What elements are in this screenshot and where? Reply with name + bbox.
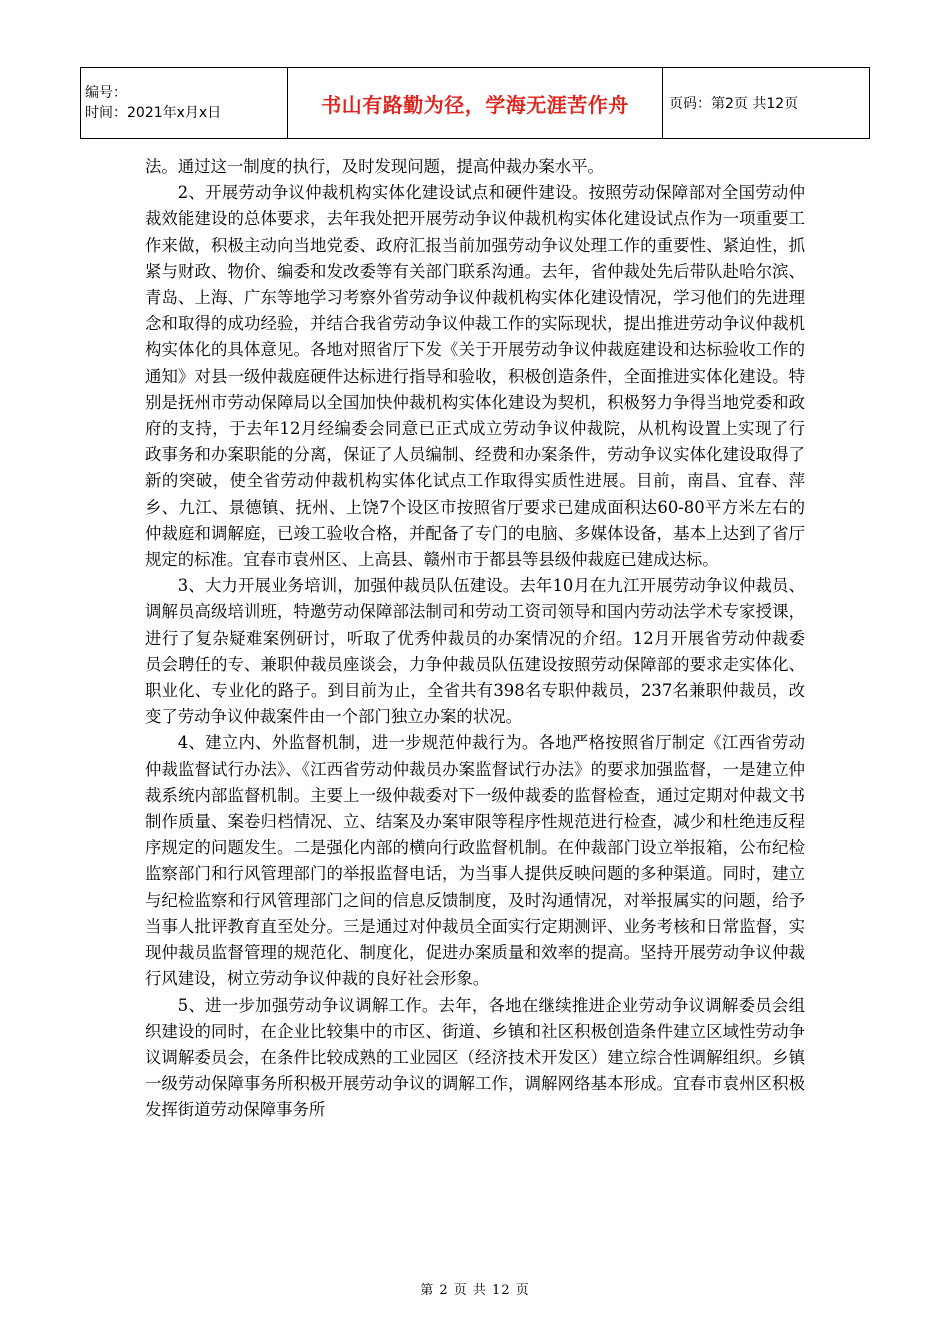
header-table [80,67,870,139]
page-footer: 第 2 页 共 12 页 [420,1283,530,1298]
header-motto: 书山有路勤为径，学海无涯苦作舟 [288,68,663,139]
paragraph-item-4: 4、建立内、外监督机制，进一步规范仲裁行为。各地严格按照省厅制定《江西省劳动仲裁监督试行办法》、《江西省劳动仲裁员办案监督试行办法》的要求加强监督，一是建立仲裁系统内部监督机制。主要上一级仲裁委对下一级仲裁委的监督检查，通过定期对仲裁文书制作质量、案卷归档情况、立、结案及办案审限等程序性规范进行检查，减少和杜绝违反程序规定的问题发生。二是强化内部的横向行政监督机制。在仲裁部门设立举报箱，公布纪检监察部门和行风管理部门的举报监督电话，为当事人提供反映问题的多种渠道。同时，建立与纪检监察和行风管理部门之间的信息反馈制度，及时沟通情况，对举报属实的问题，给予当事人批评教育直至处分。三是通过对仲裁员全面实行定期测评、业务考核和日常监督，实现仲裁员监督管理的规范化、制度化，促进办案质量和效率的提高。坚持开展劳动争议仲裁行风建设，树立劳动争议仲裁的良好社会形象。 [145,733,805,989]
paragraph-item-3: 3、大力开展业务培训，加强仲裁员队伍建设。去年10月在九江开展劳动争议仲裁员、调解员高级培训班，特邀劳动保障部法制司和劳动工资司领导和国内劳动法学术专家授课，进行了复杂疑难案例研讨，听取了优秀仲裁员的办案情况的介绍。12月开展省劳动仲裁委员会聘任的专、兼职仲裁员座谈会，力争仲裁员队伍建设按照劳动保障部的要求走实体化、职业化、专业化的路子。到目前为止，全省共有398名专职仲裁员，237名兼职仲裁员，改变了劳动争议仲裁案件由一个部门独立办案的状况。 [145,576,805,727]
paragraph-continuation: 法。通过这一制度的执行，及时发现问题，提高仲裁办案水平。 [145,157,604,176]
document-body [145,154,805,1124]
header-meta [81,68,288,139]
header-page-info: 页码：第2页 共12页 [663,68,870,139]
document-number-label: 编号： [85,85,127,101]
paragraph-item-5: 5、进一步加强劳动争议调解工作。去年，各地在继续推进企业劳动争议调解委员会组织建设的同时，在企业比较集中的市区、街道、乡镇和社区积极创造条件建立区域性劳动争议调解委员会，在条件比较成熟的工业园区（经济技术开发区）建立综合性调解组织。乡镇一级劳动保障事务所积极开展劳动争议的调解工作，调解网络基本形成。宜春市袁州区积极发挥街道劳动保障事务所 [145,995,805,1120]
document-time-label: 时间：2021年x月x日 [85,105,222,121]
paragraph-item-2: 2、开展劳动争议仲裁机构实体化建设试点和硬件建设。按照劳动保障部对全国劳动仲裁效能建设的总体要求，去年我处把开展劳动争议仲裁机构实体化建设试点作为一项重要工作来做，积极主动向当地党委、政府汇报当前加强劳动争议处理工作的重要性、紧迫性，抓紧与财政、物价、编委和发改委等有关部门联系沟通。去年，省仲裁处先后带队赴哈尔滨、青岛、上海、广东等地学习考察外省劳动争议仲裁机构实体化建设情况，学习他们的先进理念和取得的成功经验，并结合我省劳动争议仲裁工作的实际现状，提出推进劳动争议仲裁机构实体化的具体意见。各地对照省厅下发《关于开展劳动争议仲裁庭建设和达标验收工作的通知》对县一级仲裁庭硬件达标进行指导和验收，积极创造条件，全面推进实体化建设。特别是抚州市劳动保障局以全国加快仲裁机构实体化建设为契机，积极努力争得当地党委和政府的支持，于去年12月经编委会同意已正式成立劳动争议仲裁院，从机构设置上实现了行政事务和办案职能的分离，保证了人员编制、经费和办案条件，劳动争议实体化建设取得了新的突破，使全省劳动仲裁机构实体化试点工作取得实质性进展。目前，南昌、宜春、萍乡、九江、景德镇、抚州、上饶7个设区市按照省厅要求已建成面积达60-80平方米左右的仲裁庭和调解庭，已竣工验收合格，并配备了专门的电脑、多媒体设备，基本上达到了省厅规定的标准。宜春市袁州区、上高县、赣州市于都县等县级仲裁庭已建成达标。 [145,183,805,570]
